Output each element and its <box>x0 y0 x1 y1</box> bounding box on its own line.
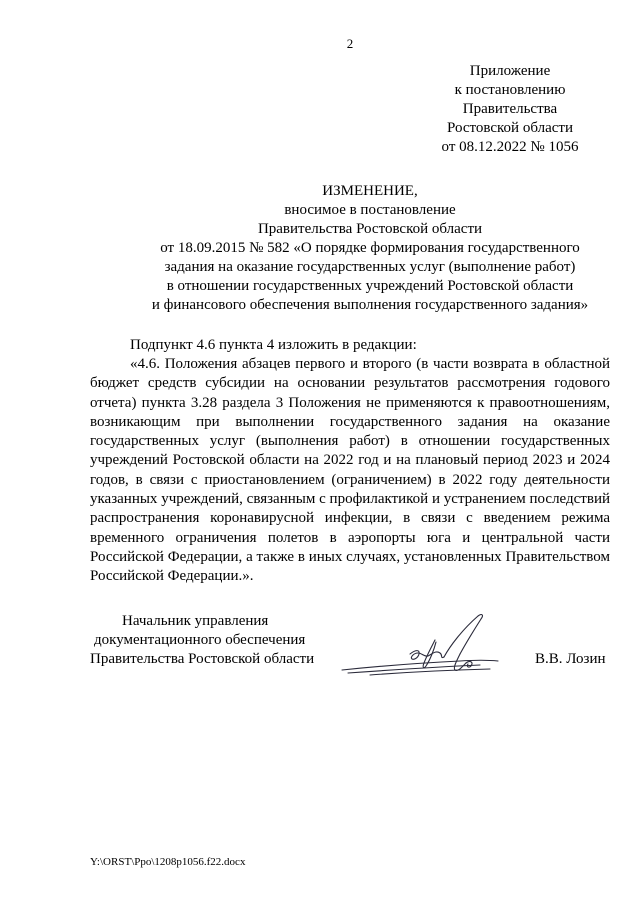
appendix-line: Ростовской области <box>447 120 573 136</box>
document-heading <box>90 182 640 315</box>
heading-title: ИЗМЕНЕНИЕ, <box>322 183 418 199</box>
heading-line: Правительства Ростовской области <box>257 221 483 237</box>
handwritten-signature <box>340 610 500 684</box>
page-number: 2 <box>346 36 354 51</box>
signatory-position-line: документационного обеспечения <box>94 632 306 648</box>
signatory-position-line: Правительства Ростовской области <box>90 651 315 667</box>
appendix-line: Правительства <box>462 101 558 117</box>
signatory-name: В.В. Лозин <box>535 651 606 667</box>
heading-line: от 18.09.2015 № 582 «О порядке формирования государственного <box>160 240 580 256</box>
signatory-position <box>90 612 322 669</box>
file-path-footer: Y:\ORST\Ppo\1208p1056.f22.docx <box>90 856 246 868</box>
appendix-line: Приложение <box>469 63 551 79</box>
appendix-line: от 08.12.2022 № 1056 <box>441 139 579 155</box>
heading-line: задания на оказание государственных услуг (выполнение работ) <box>164 259 576 275</box>
appendix-block <box>420 62 600 157</box>
heading-line: и финансового обеспечения выполнения государственного задания» <box>151 297 589 313</box>
signatory-position-line: Начальник управления <box>122 613 269 629</box>
body-paragraph-amendment: «4.6. Положения абзацев первого и второго (в части возврата в областной бюджет средств субсидии на основании результатов рассмотрения годового отчета) пункта 3.28 раздела 3 Положения не применяются к правоотношениям, возникающим при выполнении государственного задания на оказание государственных услуг (выполнения работ) в отношении государственных учреждений Ростовской области на 2022 год и на плановый период 2023 и 2024 годов, в связи с приостановлением (ограничением) в 2022 году деятельности указанных учреждений, связанным с профилактикой и устранением последствий распространения коронавирусной инфекции, в связи с введением режима временного ограничения полетов в аэропорты юга и центральной части Российской Федерации, а также в иных случаях, установленных Правительством Российской Федерации.». <box>90 356 610 585</box>
heading-line: вносимое в постановление <box>284 202 456 218</box>
heading-line: в отношении государственных учреждений Ростовской области <box>166 278 574 294</box>
appendix-line: к постановлению <box>454 82 566 98</box>
body-paragraph-intro: Подпункт 4.6 пункта 4 изложить в редакции: <box>130 337 417 353</box>
